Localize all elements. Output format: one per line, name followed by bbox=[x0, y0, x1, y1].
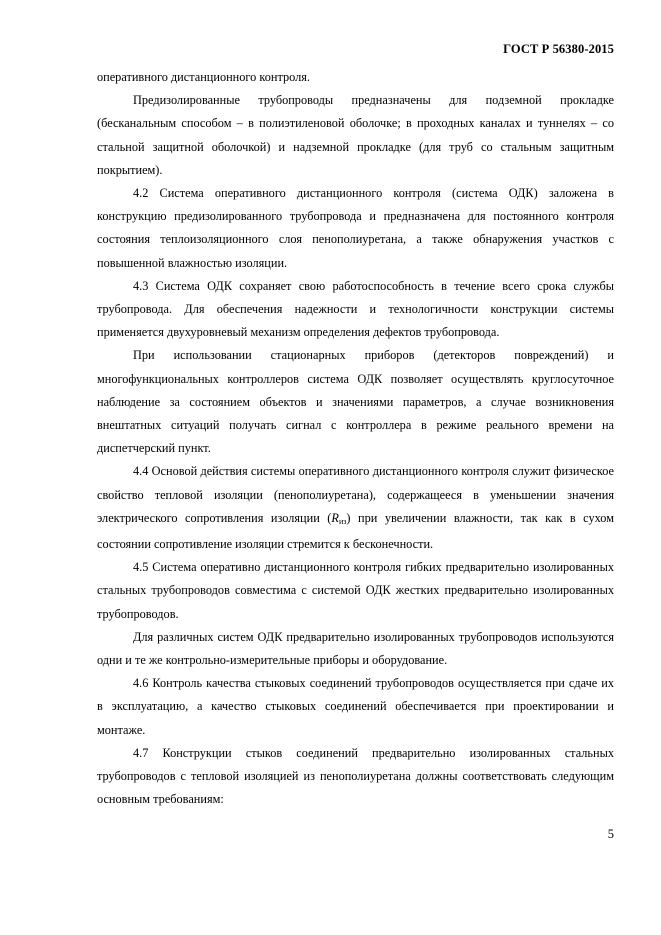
paragraph-pipeline-laying: Предизолированные трубопроводы предназначены для подземной прокладке (бесканальным способом – в полиэтиленовой оболочке; в проходных каналах и туннелях – со стальной защитной оболочкой) и надземной прокладке (для труб со стальным защитным покрытием). bbox=[97, 93, 614, 177]
resistance-subscript: из bbox=[338, 516, 347, 526]
paragraph-4-5: 4.5 Система оперативно дистанционного контроля гибких предварительно изолированных стальных трубопроводов совместима с системой ОДК жестких предварительно изолированных трубопроводов. bbox=[97, 560, 614, 621]
paragraph-4-2: 4.2 Система оперативного дистанционного контроля (система ОДК) заложена в конструкцию предизолированного трубопровода и предназначена для постоянного контроля состояния теплоизоляционного слоя пенополиуретана, а также обнаружения участков с повышенной влажностью изоляции. bbox=[97, 186, 614, 270]
paragraph-4-7: 4.7 Конструкции стыков соединений предварительно изолированных стальных трубопроводов с тепловой изоляцией из пенополиуретана должны соответствовать следующим основным требованиям: bbox=[97, 745, 614, 807]
body-text bbox=[97, 66, 614, 812]
paragraph-4-4 bbox=[97, 460, 614, 556]
document-code-header: ГОСТ Р 56380-2015 bbox=[503, 42, 614, 56]
paragraph-stationary-devices: При использовании стационарных приборов (детекторов повреждений) и многофункциональных контроллеров система ОДК позволяет осуществлять круглосуточное наблюдение за состоянием объектов и значениями параметров, а случае возникновения внештатных ситуаций получать сигнал с контроллера в режиме реального времени на диспетчерский пункт. bbox=[97, 348, 614, 456]
resistance-symbol: R bbox=[331, 510, 339, 525]
page-number: 5 bbox=[607, 827, 614, 841]
paragraph-4-4-after: ) при увеличении влажности, так как в сухом состоянии сопротивление изоляции стремится к бесконечности. bbox=[97, 510, 614, 552]
paragraph-odk-devices: Для различных систем ОДК предварительно изолированных трубопроводов используются одни и те же контрольно-измерительные приборы и оборудование. bbox=[97, 629, 614, 668]
paragraph-4-6: 4.6 Контроль качества стыковых соединений трубопроводов осуществляется при сдаче их в эксплуатацию, а качество стыковых соединений обеспечивается при проектировании и монтаже. bbox=[97, 676, 614, 737]
paragraph-continuation: оперативного дистанционного контроля. bbox=[97, 70, 310, 84]
paragraph-4-3: 4.3 Система ОДК сохраняет свою работоспособность в течение всего срока службы трубопровода. Для обеспечения надежности и технологичности конструкции системы применяется двухуровневый механизм определения дефектов трубопровода. bbox=[97, 278, 614, 340]
paragraph-4-4-before: 4.4 Основой действия системы оперативного дистанционного контроля служит физическое свойство тепловой изоляции (пенополиуретана), содержащееся в уменьшении значения электрического сопротивления изоляции ( bbox=[97, 464, 614, 525]
